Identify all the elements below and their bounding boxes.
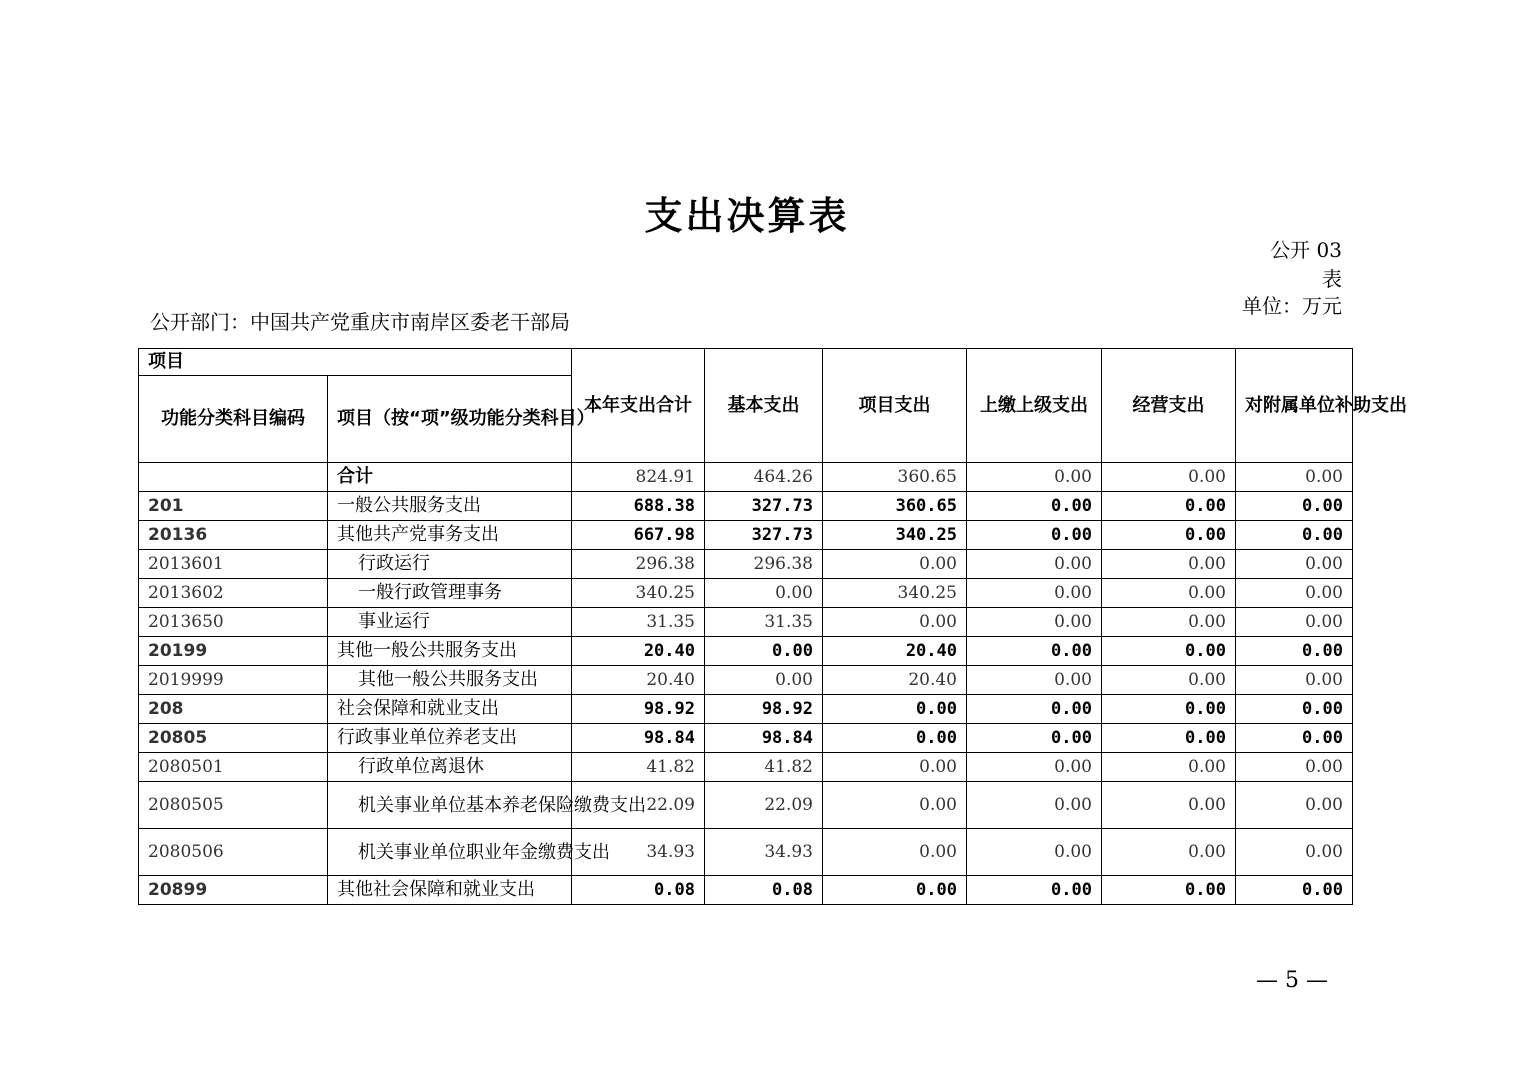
row-value: 34.93 xyxy=(705,829,823,876)
row-code: 201 xyxy=(139,492,328,521)
header-upper: 上缴上级支出 xyxy=(967,349,1102,463)
row-value: 0.00 xyxy=(1102,521,1236,550)
table-row xyxy=(139,521,1353,550)
row-value: 0.00 xyxy=(967,724,1102,753)
row-value: 0.00 xyxy=(1236,579,1353,608)
row-value: 0.00 xyxy=(1236,724,1353,753)
row-code: 2019999 xyxy=(139,666,328,695)
table-row xyxy=(139,608,1353,637)
row-value: 0.00 xyxy=(1102,695,1236,724)
total-value: 360.65 xyxy=(823,463,967,492)
row-name: 一般公共服务支出 xyxy=(328,492,572,521)
row-value: 0.00 xyxy=(1102,753,1236,782)
row-value: 0.00 xyxy=(967,666,1102,695)
total-value: 0.00 xyxy=(967,463,1102,492)
table-row xyxy=(139,753,1353,782)
row-value: 0.00 xyxy=(967,695,1102,724)
row-name: 行政运行 xyxy=(328,550,572,579)
row-value: 0.00 xyxy=(705,579,823,608)
row-value: 0.00 xyxy=(967,782,1102,829)
total-label: 合计 xyxy=(328,463,572,492)
row-code: 2013650 xyxy=(139,608,328,637)
row-value: 0.00 xyxy=(1236,876,1353,905)
row-value: 0.00 xyxy=(967,579,1102,608)
row-value: 0.00 xyxy=(1102,782,1236,829)
row-value: 0.00 xyxy=(823,695,967,724)
row-value: 0.00 xyxy=(1102,876,1236,905)
row-value: 0.00 xyxy=(1236,753,1353,782)
row-value: 0.08 xyxy=(572,876,705,905)
header-basic: 基本支出 xyxy=(705,349,823,463)
row-value: 340.25 xyxy=(823,579,967,608)
row-value: 0.00 xyxy=(1236,550,1353,579)
row-name: 行政事业单位养老支出 xyxy=(328,724,572,753)
row-value: 296.38 xyxy=(705,550,823,579)
row-value: 0.00 xyxy=(967,550,1102,579)
row-value: 340.25 xyxy=(823,521,967,550)
header-code: 功能分类科目编码 xyxy=(139,376,328,463)
row-name: 其他共产党事务支出 xyxy=(328,521,572,550)
row-value: 0.00 xyxy=(1236,608,1353,637)
table-row xyxy=(139,782,1353,829)
header-name: 项目（按“项”级功能分类科目） xyxy=(328,376,572,463)
table-row xyxy=(139,637,1353,666)
row-value: 31.35 xyxy=(705,608,823,637)
row-code: 2013602 xyxy=(139,579,328,608)
row-value: 327.73 xyxy=(705,492,823,521)
row-value: 22.09 xyxy=(705,782,823,829)
row-value: 98.92 xyxy=(572,695,705,724)
row-value: 0.00 xyxy=(1102,637,1236,666)
row-value: 0.00 xyxy=(823,608,967,637)
row-value: 20.40 xyxy=(572,666,705,695)
table-row xyxy=(139,829,1353,876)
row-value: 34.93 xyxy=(572,829,705,876)
unit-label: 单位：万元 xyxy=(1242,294,1342,318)
table-row xyxy=(139,492,1353,521)
row-code: 20805 xyxy=(139,724,328,753)
row-value: 0.00 xyxy=(1102,579,1236,608)
row-value: 0.00 xyxy=(967,637,1102,666)
row-value: 688.38 xyxy=(572,492,705,521)
row-name xyxy=(328,829,610,876)
row-value: 0.00 xyxy=(1236,492,1353,521)
row-code: 20899 xyxy=(139,876,328,905)
row-name-text: 机关事业单位基本养老保险缴费支出 xyxy=(358,794,646,816)
document-title: 支出决算表 xyxy=(644,193,850,238)
row-value: 20.40 xyxy=(823,666,967,695)
row-value: 0.00 xyxy=(705,637,823,666)
expenditure-table xyxy=(138,348,1407,905)
row-name-text: 机关事业单位职业年金缴费支出 xyxy=(358,841,610,863)
row-name: 事业运行 xyxy=(328,608,572,637)
row-value: 0.00 xyxy=(1236,666,1353,695)
header-business: 经营支出 xyxy=(1102,349,1236,463)
row-code: 2080506 xyxy=(139,829,328,876)
row-name: 一般行政管理事务 xyxy=(328,579,572,608)
row-value: 667.98 xyxy=(572,521,705,550)
row-name: 社会保障和就业支出 xyxy=(328,695,572,724)
total-value: 464.26 xyxy=(705,463,823,492)
row-name: 行政单位离退休 xyxy=(328,753,572,782)
row-value: 98.92 xyxy=(705,695,823,724)
table-row xyxy=(139,724,1353,753)
row-value: 0.08 xyxy=(705,876,823,905)
row-value: 0.00 xyxy=(1102,666,1236,695)
row-name: 其他一般公共服务支出 xyxy=(328,666,572,695)
row-value: 41.82 xyxy=(572,753,705,782)
table-row xyxy=(139,579,1353,608)
row-value: 0.00 xyxy=(823,876,967,905)
table-row xyxy=(139,666,1353,695)
row-value: 0.00 xyxy=(1102,724,1236,753)
header-total: 本年支出合计 xyxy=(572,349,705,463)
row-value: 98.84 xyxy=(705,724,823,753)
table-row xyxy=(139,695,1353,724)
row-value: 20.40 xyxy=(572,637,705,666)
row-value: 0.00 xyxy=(967,753,1102,782)
row-value: 0.00 xyxy=(705,666,823,695)
row-value: 0.00 xyxy=(967,829,1102,876)
row-value: 0.00 xyxy=(1102,829,1236,876)
total-value: 0.00 xyxy=(1102,463,1236,492)
row-value: 0.00 xyxy=(967,876,1102,905)
row-code: 208 xyxy=(139,695,328,724)
row-value: 0.00 xyxy=(1236,782,1353,829)
row-code: 20199 xyxy=(139,637,328,666)
row-value: 0.00 xyxy=(967,492,1102,521)
row-value: 20.40 xyxy=(823,637,967,666)
row-code: 2013601 xyxy=(139,550,328,579)
row-value: 360.65 xyxy=(823,492,967,521)
row-name: 其他社会保障和就业支出 xyxy=(328,876,572,905)
row-name xyxy=(328,782,646,829)
row-value: 0.00 xyxy=(967,521,1102,550)
row-value: 22.09 xyxy=(572,782,705,829)
row-value: 0.00 xyxy=(1236,829,1353,876)
form-number: 公开 03 表 xyxy=(1270,238,1342,291)
row-value: 0.00 xyxy=(823,550,967,579)
row-code: 2080501 xyxy=(139,753,328,782)
row-name: 其他一般公共服务支出 xyxy=(328,637,572,666)
header-subsidy: 对附属单位补助支出 xyxy=(1236,349,1353,463)
row-value: 0.00 xyxy=(1236,637,1353,666)
total-value: 824.91 xyxy=(572,463,705,492)
page-number: — 5 — xyxy=(1256,968,1328,993)
row-value: 0.00 xyxy=(1236,695,1353,724)
header-row-1 xyxy=(139,349,1353,376)
total-value: 0.00 xyxy=(1236,463,1353,492)
total-code-cell xyxy=(139,463,328,492)
row-value: 0.00 xyxy=(1236,521,1353,550)
department-label: 公开部门：中国共产党重庆市南岸区委老干部局 xyxy=(150,310,570,334)
row-value: 340.25 xyxy=(572,579,705,608)
row-value: 0.00 xyxy=(1102,492,1236,521)
row-value: 41.82 xyxy=(705,753,823,782)
row-value: 0.00 xyxy=(823,829,967,876)
row-value: 0.00 xyxy=(1102,608,1236,637)
header-project-expense: 项目支出 xyxy=(823,349,967,463)
row-value: 296.38 xyxy=(572,550,705,579)
row-code: 2080505 xyxy=(139,782,328,829)
header-project: 项目 xyxy=(139,349,572,376)
row-value: 0.00 xyxy=(1102,550,1236,579)
row-code: 20136 xyxy=(139,521,328,550)
row-value: 98.84 xyxy=(572,724,705,753)
row-value: 0.00 xyxy=(823,782,967,829)
table-row xyxy=(139,876,1353,905)
total-row xyxy=(139,463,1353,492)
row-value: 0.00 xyxy=(967,608,1102,637)
row-value: 327.73 xyxy=(705,521,823,550)
row-value: 0.00 xyxy=(823,753,967,782)
row-value: 31.35 xyxy=(572,608,705,637)
table-row xyxy=(139,550,1353,579)
row-value: 0.00 xyxy=(823,724,967,753)
